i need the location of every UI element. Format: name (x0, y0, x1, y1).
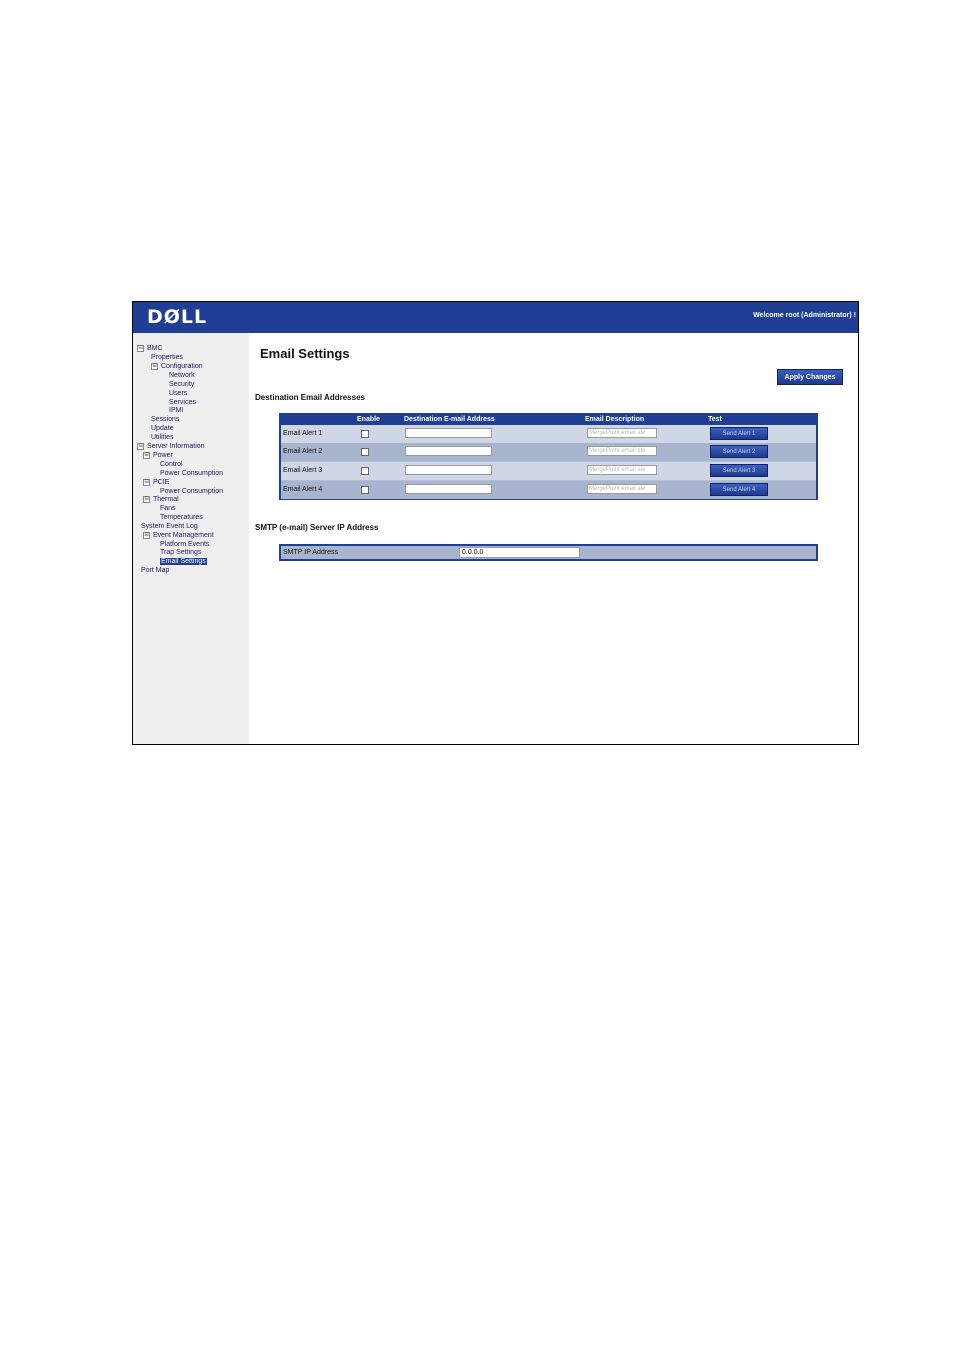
enable-checkbox[interactable] (361, 448, 369, 456)
tree-item-label: Platform Events (160, 541, 210, 548)
nav-tree (133, 333, 249, 744)
smtp-section-title: SMTP (e-mail) Server IP Address (255, 523, 379, 532)
destination-email-input[interactable] (405, 446, 492, 456)
tree-item-bmc[interactable] (137, 344, 163, 353)
email-alert-label: Email Alert 1 (283, 430, 323, 437)
welcome-text: Welcome root (Administrator) ! (753, 312, 856, 319)
tree-item-label: Thermal (153, 496, 179, 503)
tree-item-update[interactable] (151, 424, 174, 433)
tree-item-ipmi[interactable] (169, 406, 183, 415)
tree-item-temperatures[interactable] (160, 513, 203, 522)
table-row (281, 462, 816, 480)
tree-item-label: Network (169, 372, 195, 379)
collapse-icon[interactable]: ⊟ (144, 531, 149, 538)
column-header-description: Email Description (585, 416, 645, 423)
tree-item-properties[interactable] (151, 353, 183, 362)
tree-item-pcie[interactable] (143, 478, 169, 487)
tree-item-users[interactable] (169, 389, 187, 398)
tree-item-power[interactable] (143, 451, 173, 460)
tree-item-label: Services (169, 399, 196, 406)
collapse-icon[interactable]: ⊟ (144, 495, 149, 502)
enable-checkbox[interactable] (361, 467, 369, 475)
tree-item-network[interactable] (169, 371, 195, 380)
tree-item-label: System Event Log (141, 523, 198, 530)
destination-email-input[interactable] (405, 465, 492, 475)
email-description-input[interactable]: MergePoint email ale (587, 465, 657, 475)
tree-item-event-management[interactable] (143, 531, 214, 540)
tree-item-label: Port Map (141, 567, 170, 574)
column-header-address: Destination E-mail Address (404, 416, 495, 423)
column-header-test: Test (708, 416, 722, 423)
tree-item-label: BMC (147, 345, 163, 352)
main-content (249, 333, 858, 744)
collapse-icon[interactable]: ⊟ (152, 362, 157, 369)
column-header-enable: Enable (357, 416, 380, 423)
enable-checkbox[interactable] (361, 430, 369, 438)
dell-logo: DØLL (147, 306, 208, 328)
smtp-table (279, 544, 818, 561)
email-description-input[interactable]: MergePoint email ale (587, 446, 657, 456)
destination-email-input[interactable] (405, 484, 492, 494)
tree-item-label: Power Consumption (160, 470, 224, 477)
destination-email-table (279, 413, 818, 500)
email-description-input[interactable]: MergePoint email ale (587, 484, 657, 494)
tree-item-utilities[interactable] (151, 433, 174, 442)
tree-item-label: Security (169, 381, 195, 388)
enable-checkbox[interactable] (361, 486, 369, 494)
table-row (281, 481, 816, 499)
tree-item-label: Trap Settings (160, 549, 202, 556)
tree-item-sessions[interactable] (151, 415, 179, 424)
tree-item-label: Users (169, 390, 188, 397)
browser-frame (132, 301, 859, 745)
tree-item-label: Email Settings (161, 558, 206, 565)
apply-changes-button[interactable]: Apply Changes (777, 369, 843, 385)
tree-item-label: Server Information (147, 443, 205, 450)
tree-item-label: Control (160, 461, 183, 468)
collapse-icon[interactable]: ⊟ (144, 451, 149, 458)
email-alert-label: Email Alert 2 (283, 448, 323, 455)
destination-section-title: Destination Email Addresses (255, 393, 365, 402)
smtp-ip-label: SMTP IP Address (283, 549, 338, 556)
tree-item-label: Event Management (153, 532, 214, 539)
email-description-input[interactable]: MergePoint email ale (587, 428, 657, 438)
tree-item-email-settings[interactable] (160, 557, 207, 566)
tree-item-control[interactable] (160, 460, 183, 469)
table-header-row (281, 415, 816, 425)
tree-item-label: IPMI (169, 407, 184, 414)
tree-item-label: PCIE (153, 479, 170, 486)
table-row (281, 425, 816, 443)
collapse-icon[interactable]: ⊟ (144, 478, 149, 485)
table-row (281, 443, 816, 461)
tree-item-power-consumption[interactable] (160, 469, 223, 478)
collapse-icon[interactable]: ⊟ (138, 442, 143, 449)
tree-item-trap-settings[interactable] (160, 548, 201, 557)
send-alert-button[interactable]: Send Alert 3 (710, 464, 768, 477)
email-alert-label: Email Alert 3 (283, 467, 323, 474)
tree-item-label: Temperatures (160, 514, 203, 521)
tree-item-label: Power (153, 452, 173, 459)
tree-item-label: Power Consumption (160, 488, 224, 495)
tree-item-label: Configuration (161, 363, 203, 370)
header-bar (133, 302, 858, 333)
tree-item-security[interactable] (169, 380, 194, 389)
smtp-ip-input[interactable]: 0.0.0.0 (459, 547, 580, 558)
tree-item-label: Sessions (151, 416, 180, 423)
tree-item-label: Utilities (151, 434, 174, 441)
send-alert-button[interactable]: Send Alert 2 (710, 445, 768, 458)
page-title: Email Settings (260, 346, 350, 361)
tree-item-configuration[interactable] (151, 362, 203, 371)
tree-item-fans[interactable] (160, 504, 176, 513)
send-alert-button[interactable]: Send Alert 1 (710, 427, 768, 440)
tree-item-label: Fans (160, 505, 176, 512)
collapse-icon[interactable]: ⊟ (138, 344, 143, 351)
tree-item-server-information[interactable] (137, 442, 205, 451)
tree-item-label: Properties (151, 354, 183, 361)
destination-email-input[interactable] (405, 428, 492, 438)
send-alert-button[interactable]: Send Alert 4 (710, 483, 768, 496)
tree-item-system-event-log[interactable] (141, 522, 198, 531)
email-alert-label: Email Alert 4 (283, 486, 323, 493)
tree-item-label: Update (151, 425, 174, 432)
tree-item-port-map[interactable] (141, 566, 169, 575)
tree-item-thermal[interactable] (143, 495, 179, 504)
